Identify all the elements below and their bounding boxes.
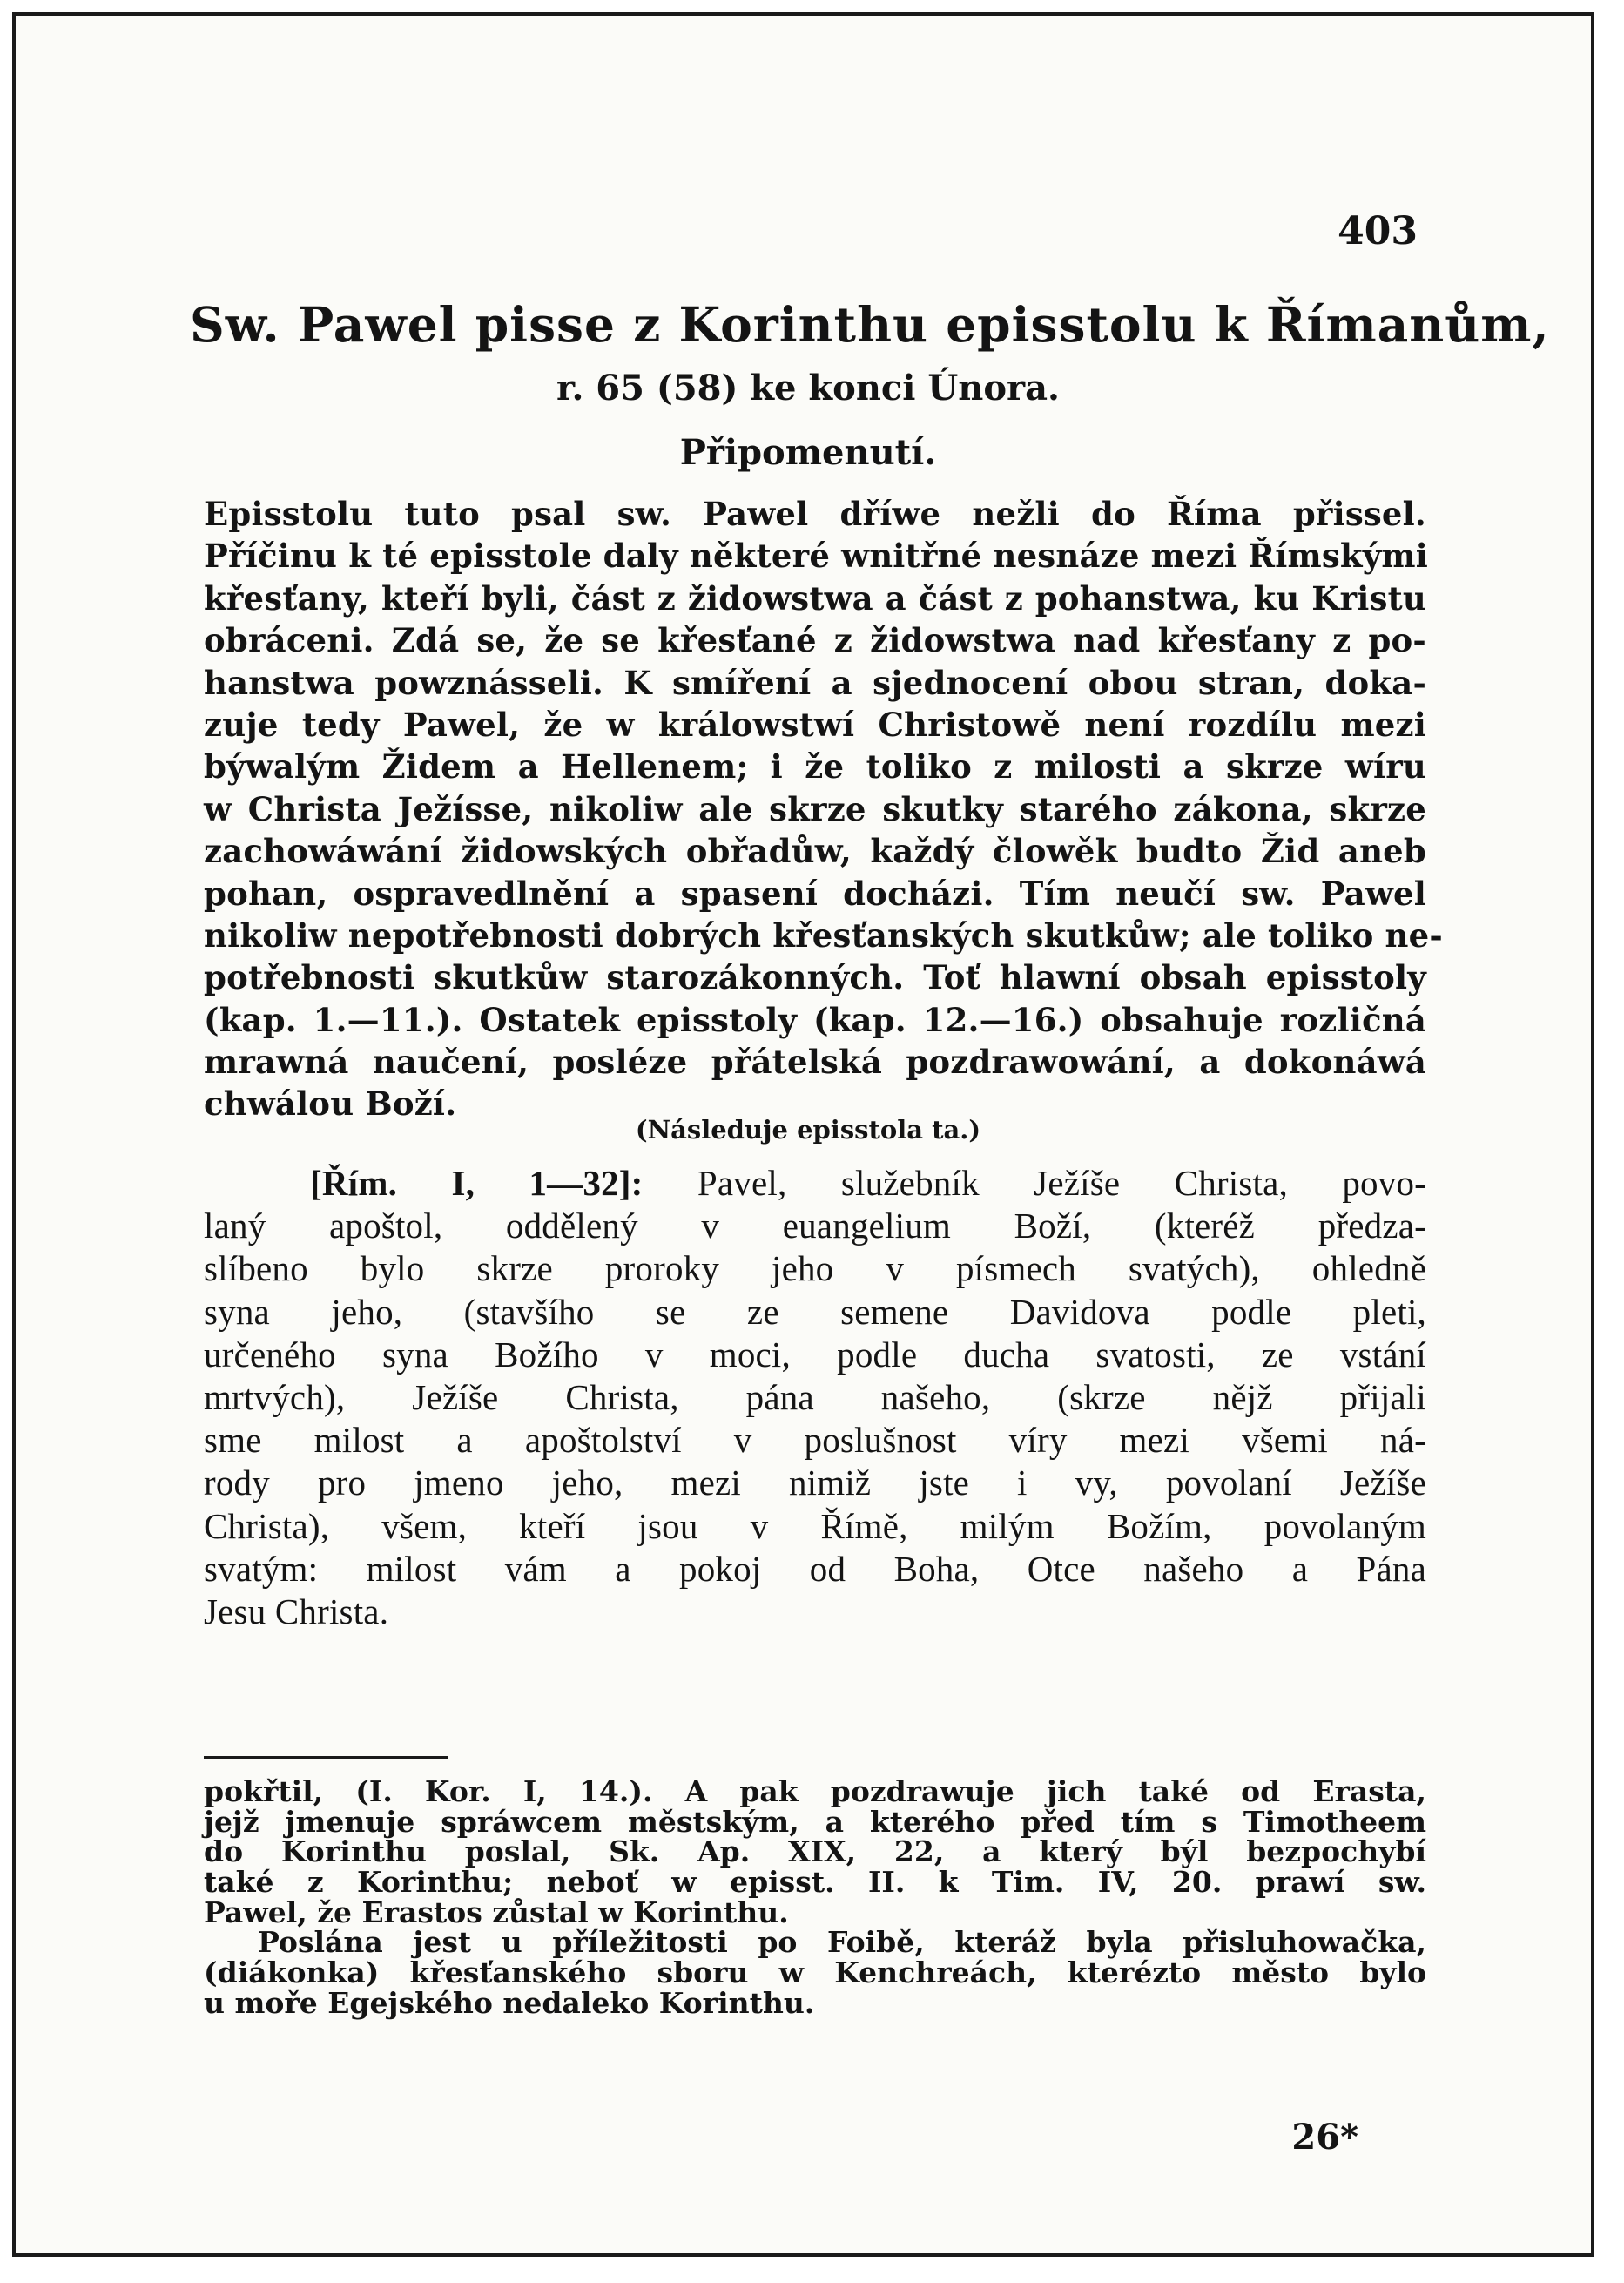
footnotes (204, 1774, 1426, 2020)
intro-line: chwálou Boží. (204, 1084, 457, 1124)
footnote-line: Pawel, že Erastos zůstal w Korinthu. (204, 1895, 789, 1929)
chapter-title: Sw. Pawel pisse z Korinthu episstolu k Římanům, (190, 296, 1550, 353)
intro-line: zuje tedy Pawel, že w králowstwí Christowě není rozdílu mezi (204, 705, 1426, 744)
verse-line: laný apoštol, oddělený v euangelium Boží, (kteréž předza- (204, 1206, 1426, 1246)
verse-line: mrtvých), Ježíše Christa, pána našeho, (skrze nějž přijali (204, 1376, 1426, 1417)
continuation-note: (Následuje episstola ta.) (635, 1115, 981, 1145)
intro-line: mrawná naučení, posléze přátelská pozdrawowání, a dokonáwá (204, 1043, 1426, 1082)
section-heading: Připomenutí. (679, 432, 937, 473)
verse-reference: [Řím. I, 1—32]: (310, 1163, 644, 1203)
intro-line: hanstwa powznásseli. K smíření a sjednocení obou stran, doka- (204, 663, 1426, 702)
verse-line (204, 1162, 1426, 1205)
intro-line: nikoliw nepotřebnosti dobrých křesťanských skutkůw; ale toliko ne- (204, 915, 1443, 955)
intro-line: pohan, ospravedlnění a spasení docházi. Tím neučí sw. Pawel (204, 874, 1426, 913)
footnote-line: do Korinthu poslal, Sk. Ap. XIX, 22, a který býl bezpochybí (204, 1834, 1426, 1869)
intro-paragraph (204, 493, 1443, 1125)
chapter-subtitle: r. 65 (58) ke konci Února. (556, 368, 1060, 409)
intro-line: potřebnosti skutkůw starozákonných. Toť hlawní obsah episstoly (204, 958, 1426, 997)
book-page (12, 12, 1594, 2257)
verse-line: rody pro jmeno jeho, mezi nimiž jste i vy, povolaní Ježíše (204, 1462, 1426, 1503)
intro-line: (kap. 1.—11.). Ostatek episstoly (kap. 12.—16.) obsahuje rozličná (204, 1000, 1426, 1039)
verse-line: slíbeno bylo skrze proroky jeho v písmech svatých), ohledně (204, 1248, 1426, 1289)
footnote-line: jejž jmenuje spráwcem městským, a kterého před tím s Timotheem (204, 1804, 1426, 1839)
intro-line: křesťany, kteří byli, část z židowstwa a část z pohanstwa, ku Kristu (204, 578, 1426, 618)
verse-line: syna jeho, (stavšího se ze semene Davidova podle pleti, (204, 1291, 1426, 1332)
intro-line: w Christa Ježísse, nikoliw ale skrze skutky starého zákona, skrze (204, 789, 1426, 828)
intro-line: býwalým Židem a Hellenem; i že toliko z milosti a skrze wíru (204, 747, 1426, 787)
verse-line-text: Pavel, služebník Ježíše Christa, povo- (697, 1163, 1427, 1203)
footnote-line: (diákonka) křesťanského sboru w Kenchreách, kterézto město bylo (204, 1955, 1426, 1990)
printer-signature-mark: 26* (1291, 2117, 1358, 2158)
verse-line: svatým: milost vám a pokoj od Boha, Otce našeho a Pána (204, 1548, 1426, 1589)
intro-line: zachowáwání židowských obřadůw, každý člowěk budto Žid aneb (204, 832, 1426, 871)
intro-line: obráceni. Zdá se, že se křesťané z židowstwa nad křesťany z po- (204, 621, 1426, 660)
verse-paragraph (204, 1162, 1426, 1633)
footnote-line: také z Korinthu; neboť w episst. II. k Tim. IV, 20. prawí sw. (204, 1865, 1426, 1900)
footnote-line: pokřtil, (I. Kor. I, 14.). A pak pozdrawuje jich také od Erasta, (204, 1774, 1426, 1808)
page-number: 403 (1338, 209, 1418, 253)
verse-line: Christa), všem, kteří jsou v Římě, milým Božím, povolaným (204, 1505, 1426, 1546)
intro-line: Příčinu k té episstole daly některé wnitřné nesnáze mezi Římskými (204, 537, 1429, 576)
footnote-divider (204, 1756, 448, 1759)
verse-line: Jesu Christa. (204, 1591, 389, 1631)
verse-line: sme milost a apoštolství v poslušnost víry mezi všemi ná- (204, 1420, 1426, 1461)
intro-line: Episstolu tuto psal sw. Pawel dříwe nežli do Říma přissel. (204, 495, 1426, 533)
verse-line: určeného syna Božího v moci, podle ducha svatosti, ze vstání (204, 1334, 1426, 1375)
footnote-line: u moře Egejského nedaleko Korinthu. (204, 1985, 815, 2020)
footnote-line: Poslána jest u příležitosti po Foibě, kteráž byla přisluhowačka, (258, 1925, 1426, 1960)
